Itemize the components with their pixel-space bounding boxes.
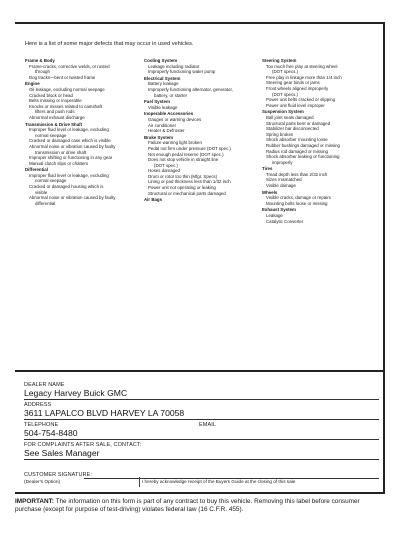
defect-item: Manual clutch slips or chatters [29, 160, 89, 166]
defect-section-heading: Inoperable Accessories [144, 111, 194, 117]
important-heading: IMPORTANT: [15, 498, 54, 505]
defect-item: Frame-cracks, corrective welds, or rusted [29, 63, 110, 69]
address-value: 3611 LAPALCO BLVD HARVEY LA 70058 [24, 408, 185, 418]
complaints-field [24, 442, 379, 458]
defect-section-heading: Differential [25, 167, 48, 173]
defect-item: Spring broken [266, 131, 294, 137]
defect-item: Front wheels aligned improperly [266, 85, 329, 91]
signature-label: CUSTOMER SIGNATURE: [24, 472, 93, 478]
defect-item: Cracked or damaged case which is visible [29, 138, 111, 144]
defect-item: Shock absorber mounting loose [266, 137, 328, 143]
defect-item-continued: improperly [272, 159, 293, 165]
defect-item: Structural parts bent or damaged [266, 120, 331, 126]
defect-section-heading: Transmission & Drive Shaft [25, 121, 83, 127]
defect-item: Leakage including radiator [148, 63, 200, 69]
defect-item: Shock absorber leaking or functioning [266, 154, 340, 160]
complaints-value: See Sales Manager [24, 448, 100, 458]
email-field [199, 422, 216, 428]
customer-signature-row [24, 472, 379, 488]
defect-item: Belts missing or inoperable [29, 98, 82, 104]
defect-item: Visible leakage [148, 104, 178, 110]
defect-item-continued: normal seepage [35, 178, 67, 184]
defect-item: Battery leakage [148, 81, 179, 87]
defect-item: Heater & Defroster [148, 128, 185, 134]
defect-item: Visible cracks, damage or repairs [266, 195, 331, 201]
defect-item: Tread depth less than 2/32 inch [266, 171, 328, 177]
defect-item-continued: transmission or drive shaft [35, 149, 87, 155]
intro-text: Here is a list of some major defects that may occur in used vehicles. [25, 41, 194, 47]
defect-section-heading: Steering System [262, 58, 297, 63]
defect-item: Oil leakage, excluding normal seepage [29, 86, 105, 92]
defect-item: Improper fluid level or leakage, excluding [29, 127, 109, 133]
telephone-underline [24, 439, 379, 440]
defect-item: Cracked or damaged housing which is [29, 184, 104, 190]
defect-item: Abnormal exhaust discharge [29, 114, 85, 120]
defect-item: Leakage [266, 213, 283, 219]
defect-item-continued: battery, or starter [154, 92, 188, 98]
defect-item: Improper shifting or functioning in any gear [29, 155, 113, 161]
important-notice [15, 498, 385, 514]
defect-item: Stabilizer bar disconnected [266, 126, 319, 132]
defect-item: Abnormal noise or vibration caused by faulty [29, 195, 116, 201]
top-rule [15, 22, 385, 24]
defect-section-heading: Suspension System [262, 109, 304, 115]
signature-sub-label: (Dealer's Option) [24, 480, 61, 485]
defect-item-continued: through [35, 69, 50, 75]
signature-divider [139, 477, 140, 487]
defect-item: Too much free play at steering wheel [266, 63, 338, 69]
defect-item: Hoses damaged [148, 168, 180, 174]
defect-item: Dog tracks—bent or twisted frame [29, 74, 96, 80]
defect-section-heading: Tires [262, 166, 273, 172]
defect-item: Structural or mechanical parts damaged [148, 190, 226, 196]
defect-item: Power unit fluid level improper [266, 102, 325, 108]
complaints-label: FOR COMPLAINTS AFTER SALE, CONTACT: [24, 442, 142, 448]
defect-item: Cracked block or head [29, 92, 73, 98]
defect-item-continued: (DOT specs.) [272, 69, 299, 75]
defect-section-heading: Electrical System [144, 75, 181, 81]
defect-section-heading: Cooling System [144, 58, 178, 63]
defect-item: Does not stop vehicle in straight line [148, 157, 219, 163]
bottom-rule [15, 492, 385, 494]
complaints-underline [24, 459, 379, 460]
defect-item: Power unit belts cracked or slipping [266, 97, 336, 103]
defect-item: Improperly functioning alternator, generator, [148, 86, 233, 92]
defect-item-continued: differential [35, 200, 56, 206]
defect-item-continued: lifters and push rods [35, 109, 75, 115]
defect-section-heading: Fuel System [144, 99, 170, 105]
address-field [24, 402, 379, 418]
defect-item: Lining or pad thickness less than 1/32 inch [148, 179, 231, 185]
defect-item: Improper fluid level or leakage, excluding [29, 172, 109, 178]
defect-item-continued: (DOT specs.) [272, 91, 299, 97]
defects-column-1 [25, 58, 137, 206]
defect-item: Radius rod damaged or missing [266, 148, 328, 154]
defect-item: Mounting bolts loose or missing [266, 200, 328, 206]
defect-section-heading: Exhaust System [262, 207, 296, 213]
acknowledge-text: I hereby acknowledge receipt of the Buyers Guide at the closing of this sale. [142, 479, 297, 484]
important-text: The information on this form is part of any contract to buy this vehicle. Removing this label before consumer purchase (except for purpose of test-driving) violates federal law (16 C.F.R. 455). [15, 498, 360, 513]
defect-item: Failure warning light broken [148, 140, 202, 146]
dealer-name-label: DEALER NAME [24, 382, 65, 388]
defects-column-3 [262, 58, 374, 224]
defect-item: Not enough pedal reserve (DOT spec.) [148, 151, 224, 157]
defect-item: Rubber bushings damaged or missing [266, 142, 340, 148]
defect-item: Knocks or misses related to camshaft [29, 103, 102, 109]
defect-item: Pedal not firm under pressure (DOT spec.) [148, 145, 231, 151]
defect-item: Power unit not operating or leaking [148, 185, 216, 191]
defect-section-heading: Brake System [144, 134, 174, 140]
defect-item: Drum or rotor too thin (Mfgr. Specs) [148, 173, 218, 179]
defect-item: Improperly functioning water pump [148, 69, 216, 75]
defect-section-heading: Engine [25, 81, 40, 87]
right-border [383, 22, 385, 492]
defect-item: Steering gear binds or jams [266, 80, 320, 86]
defect-item-continued: visible [35, 189, 48, 195]
defect-item: Free play in linkage more than 1/4 inch [266, 74, 342, 80]
defect-item-continued: normal seepage [35, 132, 67, 138]
defect-item: Abnormal noise or vibration caused by faulty [29, 143, 116, 149]
dealer-name-value: Legacy Harvey Buick GMC [24, 388, 128, 398]
address-underline [24, 419, 379, 420]
defect-item-continued: (DOT spec.) [154, 162, 178, 168]
defect-section-heading: Air Bags [144, 197, 163, 203]
address-label: ADDRESS [24, 402, 52, 408]
defect-item: Visible damage [266, 183, 296, 189]
defects-column-2 [144, 58, 256, 203]
defect-item: Sizes mismatched [266, 177, 302, 183]
dealer-name-underline [24, 399, 379, 400]
defect-item: Ball joint seals damaged [266, 114, 314, 120]
email-label: EMAIL [199, 422, 217, 428]
defect-item: Catalytic Converter [266, 218, 304, 224]
defect-section-heading: Frame & Body [25, 58, 55, 63]
defect-section-heading: Wheels [262, 189, 278, 195]
defect-item: Air conditioner [148, 122, 177, 128]
telephone-value: 504-754-8480 [24, 428, 78, 438]
section-divider [15, 370, 385, 372]
dealer-name-field [24, 382, 379, 398]
defect-item: Gauges or warning devices [148, 116, 202, 122]
telephone-label: TELEPHONE [24, 422, 59, 428]
